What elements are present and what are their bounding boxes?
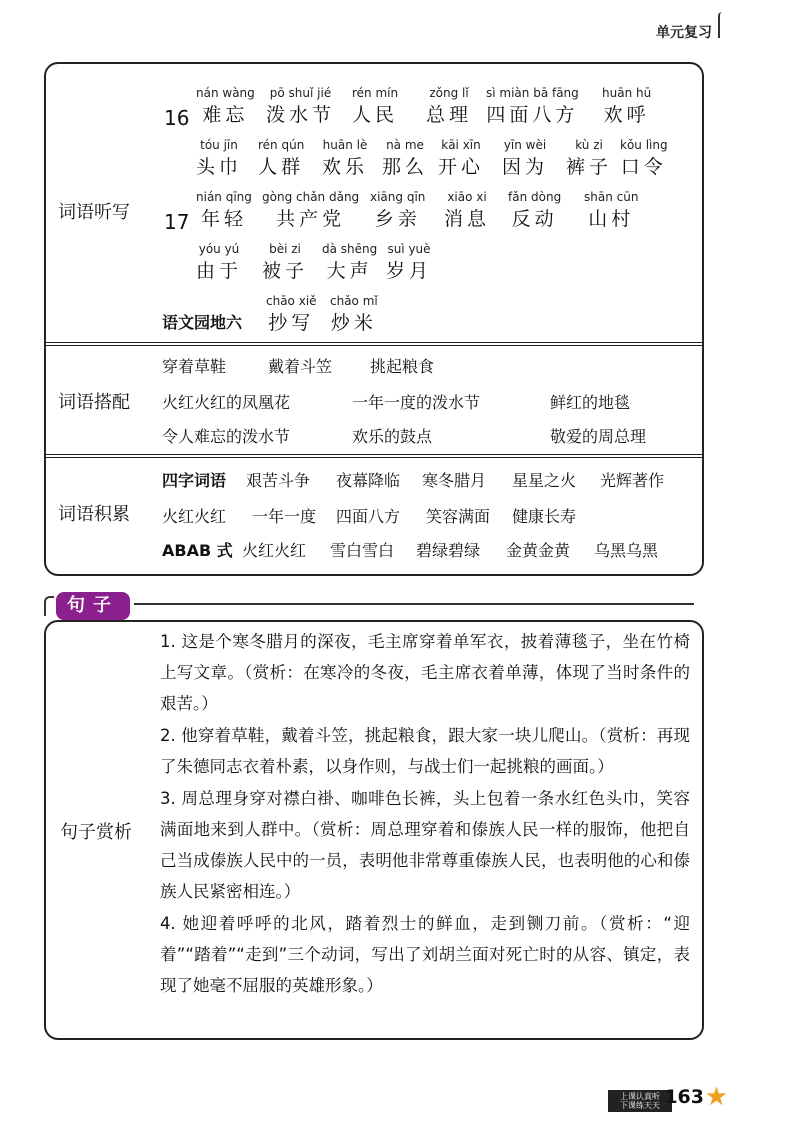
abab-item: 火红火红 — [242, 541, 307, 560]
collocation-item: 一年一度的泼水节 — [352, 393, 481, 412]
abab-item: 碧绿碧绿 — [416, 541, 481, 560]
slogan-line: 上课认真听 — [620, 1092, 660, 1101]
divider — [46, 342, 702, 346]
word-item: nán wàng 难忘 — [196, 86, 255, 126]
word-item: huān lè 欢乐 — [322, 138, 369, 178]
word-item: gòng chǎn dǎng 共产党 — [262, 190, 360, 230]
sentence-analysis-label: 句子赏析 — [60, 822, 132, 843]
accumulation-label: 词语积累 — [58, 504, 130, 525]
word-item: kù zi 裤子 — [566, 138, 613, 178]
four-char-label: 四字词语 — [162, 471, 227, 490]
idiom-item: 夜幕降临 — [336, 471, 401, 490]
idiom-item: 光辉著作 — [600, 471, 665, 490]
word-item: nà me 那么 — [382, 138, 429, 178]
vocabulary-table — [44, 62, 704, 576]
garden-six-label: 语文园地六 — [162, 313, 243, 332]
page-number: 163 — [664, 1086, 704, 1108]
word-item: yīn wèi 因为 — [502, 138, 549, 178]
word-item: rén mín 人民 — [352, 86, 399, 126]
collocation-item: 敬爱的周总理 — [550, 427, 647, 446]
sentences-badge: 句子 — [56, 592, 130, 620]
collocation-item: 穿着草鞋 — [162, 357, 227, 376]
collocation-item: 戴着斗笠 — [268, 357, 333, 376]
word-item: dà shēng 大声 — [322, 242, 378, 282]
sentences-section-header — [44, 592, 694, 616]
sentence-list — [160, 626, 690, 1002]
word-item: zǒng lǐ 总理 — [426, 86, 473, 126]
unit-review-label: 单元复习 — [656, 25, 712, 41]
word-item: xiāo xi 消息 — [444, 190, 491, 230]
divider — [46, 454, 702, 458]
collocation-label: 词语搭配 — [58, 392, 130, 413]
star-mascot-icon: ★ — [704, 1082, 728, 1112]
word-item: rén qún 人群 — [258, 138, 305, 178]
sentence-item: 1. 这是个寒冬腊月的深夜，毛主席穿着单军衣，披着薄毯子，坐在竹椅上写文章。（赏析：在寒冷的冬夜，毛主席衣着单薄，体现了当时条件的艰苦。） — [160, 632, 690, 713]
word-item: shān cūn 山村 — [584, 190, 639, 230]
idiom-item: 星星之火 — [512, 471, 577, 490]
sentence-item: 4. 她迎着呼呼的北风，踏着烈士的鲜血，走到铡刀前。（赏析：“迎着”“踏着”“走到”三个动词，写出了刘胡兰面对死亡时的从容、镇定，表现了她毫不屈服的英雄形象。） — [160, 914, 690, 995]
word-item: pō shuǐ jié 泼水节 — [266, 86, 336, 126]
idiom-item: 一年一度 — [252, 507, 317, 526]
word-item: nián qīng 年轻 — [196, 190, 252, 230]
lesson17-line1 — [46, 188, 702, 238]
idiom-item: 艰苦斗争 — [246, 471, 311, 490]
word-item: huān hū 欢呼 — [602, 86, 652, 126]
word-item: kǒu lìng 口令 — [620, 138, 668, 178]
sentence-item: 3. 周总理身穿对襟白褂、咖啡色长裤，头上包着一条水红色头巾，笑容满面地来到人群中。（赏析：周总理穿着和傣族人民一样的服饰，他把自己当成傣族人民中的一员，表明他非常尊重傣族人民，也表明他的心和傣族人民紧密相连。） — [160, 789, 690, 901]
idiom-item: 寒冬腊月 — [422, 471, 487, 490]
collocation-item: 欢乐的鼓点 — [352, 427, 433, 446]
sentence-analysis-box — [44, 620, 704, 1040]
collocation-item: 鲜红的地毯 — [550, 393, 631, 412]
header-corner-mark — [718, 12, 726, 38]
word-item: yóu yú 由于 — [196, 242, 243, 282]
abab-label: ABAB 式 — [162, 541, 233, 560]
word-item: chǎo mǐ 炒米 — [330, 294, 378, 334]
lesson16-line2 — [46, 136, 702, 186]
lesson17-line2 — [46, 240, 702, 290]
word-item: kāi xīn 开心 — [438, 138, 485, 178]
sentence-item: 2. 他穿着草鞋，戴着斗笠，挑起粮食，跟大家一块儿爬山。（赏析：再现了朱德同志衣着朴素，以身作则，与战士们一起挑粮的画面。） — [160, 726, 690, 776]
lesson-number-16: 16 — [164, 106, 190, 130]
abab-item: 雪白雪白 — [330, 541, 395, 560]
vocab-dictation-label: 词语听写 — [58, 202, 130, 223]
abab-item: 金黄金黄 — [506, 541, 571, 560]
word-item: fǎn dòng 反动 — [508, 190, 562, 230]
collocation-item: 令人难忘的泼水节 — [162, 427, 291, 446]
word-item: bèi zi 被子 — [262, 242, 309, 282]
idiom-item: 四面八方 — [336, 507, 401, 526]
idiom-item: 健康长寿 — [512, 507, 577, 526]
lesson-number-17: 17 — [164, 210, 190, 234]
word-item: xiāng qīn 乡亲 — [370, 190, 426, 230]
word-item: sì miàn bā fāng 四面八方 — [486, 86, 579, 126]
slogan-line: 下课练天天 — [620, 1101, 660, 1110]
garden-six-line — [46, 292, 702, 342]
word-item: tóu jīn 头巾 — [196, 138, 243, 178]
idiom-item: 火红火红 — [162, 507, 227, 526]
collocation-item: 火红火红的凤凰花 — [162, 393, 291, 412]
bracket-mark — [44, 596, 54, 616]
header-rule — [134, 603, 694, 605]
word-item: suì yuè 岁月 — [386, 242, 433, 282]
word-item: chāo xiě 抄写 — [266, 294, 317, 334]
abab-item: 乌黑乌黑 — [594, 541, 659, 560]
idiom-item: 笑容满面 — [426, 507, 491, 526]
footer-slogan — [608, 1090, 672, 1112]
lesson16-line1 — [46, 84, 702, 134]
collocation-item: 挑起粮食 — [370, 357, 435, 376]
